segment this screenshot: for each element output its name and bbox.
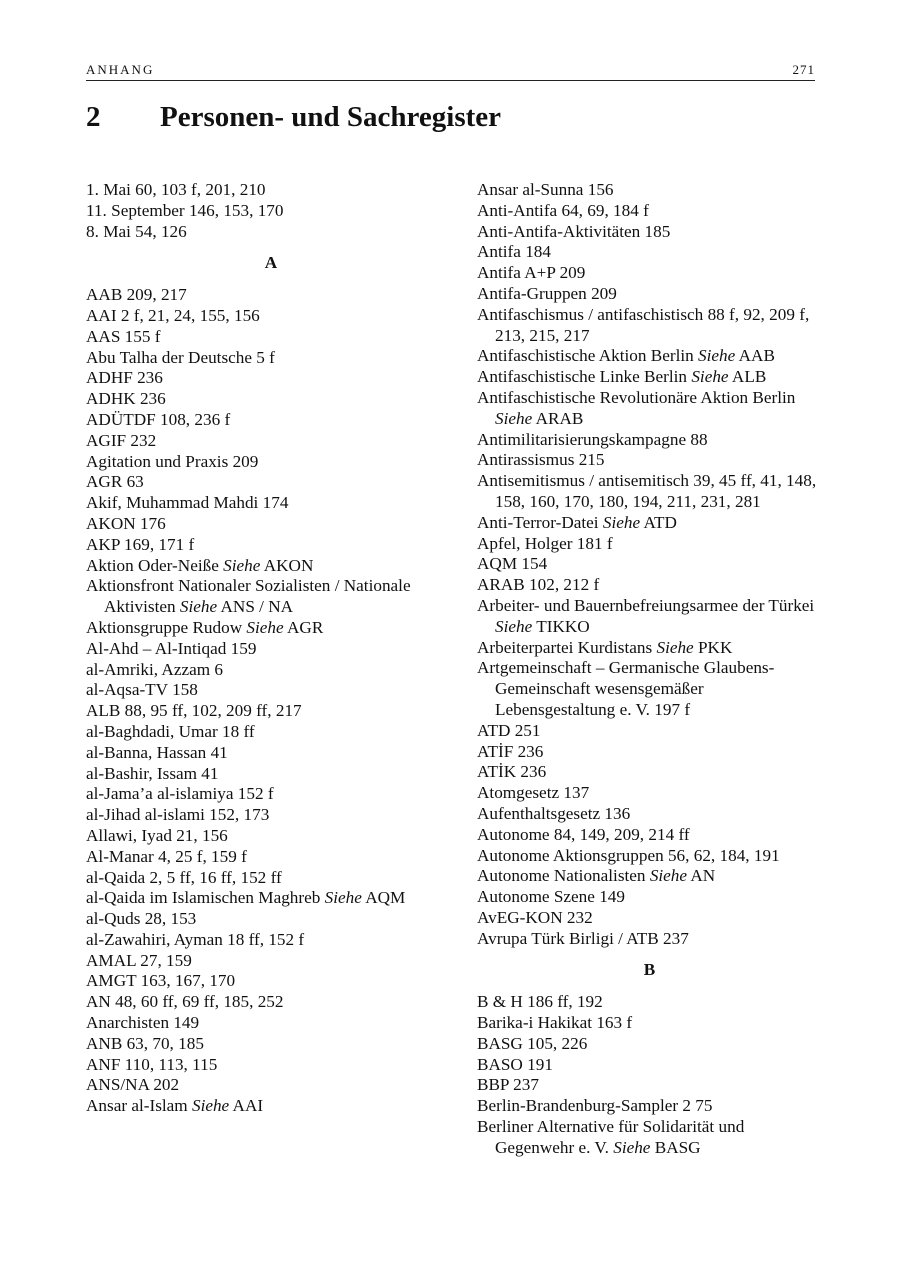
- entry-text: Antifaschistische Aktion Berlin: [477, 346, 699, 366]
- cross-reference-target: ALB: [728, 367, 767, 387]
- index-entry: [477, 284, 822, 305]
- cross-reference-target: BASG: [650, 1137, 701, 1157]
- section-letter: A: [264, 253, 278, 273]
- cross-reference-label: Siehe: [495, 408, 533, 428]
- index-entry: [477, 513, 822, 534]
- index-entry: [477, 1117, 822, 1159]
- index-entry: [86, 992, 456, 1013]
- entry-text: Akif, Muhammad Mahdi 174: [86, 493, 289, 513]
- index-entry: [86, 660, 456, 681]
- index-entry: [86, 805, 456, 826]
- index-entry: [86, 680, 456, 701]
- entry-text: Aktionsgruppe Rudow: [86, 617, 247, 637]
- index-entry: [477, 929, 822, 950]
- entry-text: Autonome Szene 149: [477, 887, 625, 907]
- entry-text: Abu Talha der Deutsche 5 f: [86, 347, 275, 367]
- index-entry: [86, 306, 456, 327]
- index-entry: [86, 618, 456, 639]
- index-entry: [86, 930, 456, 951]
- cross-reference-target: AAB: [735, 346, 775, 366]
- cross-reference-label: Siehe: [223, 555, 261, 575]
- cross-reference-label: Siehe: [613, 1137, 651, 1157]
- entry-text: Antifaschistische Revolutionäre Aktion Berlin: [477, 387, 796, 407]
- index-entry: [477, 201, 822, 222]
- entry-text: al-Baghdadi, Umar 18 ff: [86, 721, 255, 741]
- index-entry: [86, 722, 456, 743]
- index-entry: [477, 242, 822, 263]
- index-entry: [477, 887, 822, 908]
- index-entry: [477, 638, 822, 659]
- entry-text: AKP 169, 171 f: [86, 534, 195, 554]
- entry-text: Autonome Aktionsgruppen 56, 62, 184, 191: [477, 845, 780, 865]
- entry-text: 8. Mai 54, 126: [86, 221, 187, 241]
- index-entry: [477, 866, 822, 887]
- index-entry: [477, 1096, 822, 1117]
- index-entry: [477, 575, 822, 596]
- entry-text: ALB 88, 95 ff, 102, 209 ff, 217: [86, 701, 302, 721]
- entry-text: Autonome 84, 149, 209, 214 ff: [477, 824, 690, 844]
- entry-text: Berlin-Brandenburg-Sampler 2 75: [477, 1096, 713, 1116]
- entry-text: Artgemeinschaft – Germanische Glaubens-Gemeinschaft wesensgemäßer Lebensgestaltung e. V. 197 f: [477, 658, 775, 719]
- entry-text: al-Qaida im Islamischen Maghreb: [86, 888, 325, 908]
- index-entry: [86, 535, 456, 556]
- index-entry: [86, 222, 456, 243]
- cross-reference-target: ARAB: [532, 408, 584, 428]
- index-entry: [86, 452, 456, 473]
- index-entry: [86, 472, 456, 493]
- index-entry: [86, 201, 456, 222]
- cross-reference-label: Siehe: [649, 866, 688, 886]
- entry-text: al-Jama’a al-islamiya 152 f: [86, 784, 274, 804]
- entry-text: Avrupa Türk Birligi / ATB 237: [477, 928, 689, 948]
- index-entry: [477, 721, 822, 742]
- cross-reference-target: ANS / NA: [217, 597, 294, 617]
- index-column-right: [477, 180, 822, 1159]
- index-entry: [477, 804, 822, 825]
- entry-text: ADÜTDF 108, 236 f: [86, 409, 231, 429]
- entry-text: al-Amriki, Azzam 6: [86, 659, 223, 679]
- index-entry: [477, 762, 822, 783]
- entry-text: ATİK 236: [477, 762, 547, 782]
- index-entry: [477, 1034, 822, 1055]
- index-entry: [86, 847, 456, 868]
- index-entry: [86, 951, 456, 972]
- index-entry: [477, 263, 822, 284]
- cross-reference-label: Siehe: [179, 597, 218, 617]
- cross-reference-target: AAI: [229, 1096, 264, 1116]
- index-entry: [86, 1096, 456, 1117]
- index-entry: [86, 410, 456, 431]
- index-entry: [477, 1075, 822, 1096]
- entry-text: AMAL 27, 159: [86, 950, 192, 970]
- entry-text: AN 48, 60 ff, 69 ff, 185, 252: [86, 992, 284, 1012]
- cross-reference-target: ATD: [640, 512, 677, 532]
- entry-text: Arbeiter- und Bauernbefreiungsarmee der Türkei: [477, 595, 815, 615]
- entry-text: AGIF 232: [86, 430, 157, 450]
- entry-text: ANF 110, 113, 115: [86, 1054, 218, 1074]
- entry-text: Anti-Antifa-Aktivitäten 185: [477, 221, 671, 241]
- entry-text: Antifa A+P 209: [477, 263, 586, 283]
- index-entry: [86, 826, 456, 847]
- index-entry: [477, 908, 822, 929]
- index-entry: [477, 554, 822, 575]
- index-entry: [477, 180, 822, 201]
- entry-text: ADHF 236: [86, 368, 163, 388]
- entry-text: ATİF 236: [477, 741, 544, 761]
- index-entry: [477, 346, 822, 367]
- entry-text: Antifa-Gruppen 209: [477, 283, 617, 303]
- entry-text: Allawi, Iyad 21, 156: [86, 825, 228, 845]
- entry-text: Antifaschistische Linke Berlin: [477, 367, 692, 387]
- entry-text: Anarchisten 149: [86, 1013, 200, 1033]
- index-entry: [86, 909, 456, 930]
- index-entry: [477, 742, 822, 763]
- entry-text: Antisemitismus / antisemitisch 39, 45 ff, 41, 148, 158, 160, 170, 180, 194, 211, 231, 281: [477, 471, 817, 511]
- entry-text: Ansar al-Islam: [86, 1096, 192, 1116]
- entry-text: al-Jihad al-islami 152, 173: [86, 805, 270, 825]
- cross-reference-label: Siehe: [191, 1096, 230, 1116]
- index-entry: [86, 639, 456, 660]
- index-entry: [86, 868, 456, 889]
- index-entry: [477, 471, 822, 513]
- entry-text: al-Zawahiri, Ayman 18 ff, 152 f: [86, 929, 305, 949]
- index-entry: [86, 368, 456, 389]
- entry-text: AQM 154: [477, 554, 548, 574]
- cross-reference-target: AN: [687, 866, 716, 886]
- cross-reference-label: Siehe: [656, 637, 694, 657]
- entry-text: 1. Mai 60, 103 f, 201, 210: [86, 180, 266, 199]
- entry-text: BASG 105, 226: [477, 1033, 588, 1053]
- index-entry: [86, 180, 456, 201]
- entry-text: Apfel, Holger 181 f: [477, 533, 613, 553]
- index-entry: [86, 556, 456, 577]
- entry-text: Autonome Nationalisten: [477, 866, 650, 886]
- entry-text: al-Bashir, Issam 41: [86, 763, 219, 783]
- index-entry: [86, 327, 456, 348]
- entry-text: Al-Ahd – Al-Intiqad 159: [86, 638, 257, 658]
- index-entry: [86, 701, 456, 722]
- index-entry: [477, 596, 822, 638]
- index-entry: [477, 305, 822, 347]
- index-entry: [86, 764, 456, 785]
- chapter-title: Personen- und Sachregister: [160, 101, 502, 133]
- index-entry: [477, 367, 822, 388]
- entry-text: AAS 155 f: [86, 326, 161, 346]
- cross-reference-label: Siehe: [602, 512, 641, 532]
- entry-text: Anti-Terror-Datei: [477, 512, 603, 532]
- entry-text: al-Qaida 2, 5 ff, 16 ff, 152 ff: [86, 867, 282, 887]
- entry-text: Antimilitarisierungskampagne 88: [477, 429, 708, 449]
- index-entry: [86, 888, 456, 909]
- entry-text: Barika-i Hakikat 163 f: [477, 1013, 633, 1033]
- entry-text: Al-Manar 4, 25 f, 159 f: [86, 846, 247, 866]
- index-entry: [477, 658, 822, 720]
- entry-text: AAB 209, 217: [86, 285, 187, 305]
- entry-text: Antifa 184: [477, 242, 551, 262]
- index-entry: [477, 846, 822, 867]
- index-entry: [477, 222, 822, 243]
- index-entry: [477, 783, 822, 804]
- entry-text: ATD 251: [477, 720, 541, 740]
- index-entry: [477, 825, 822, 846]
- entry-text: BASO 191: [477, 1054, 553, 1074]
- entry-text: AMGT 163, 167, 170: [86, 971, 236, 991]
- entry-text: Aktionsfront Nationaler Sozialisten / Nationale Aktivisten: [86, 576, 411, 617]
- entry-text: Arbeiterpartei Kurdistans: [477, 637, 657, 657]
- entry-text: Atomgesetz 137: [477, 783, 590, 803]
- cross-reference-label: Siehe: [246, 617, 284, 637]
- index-entry: [86, 971, 456, 992]
- index-entry: [86, 576, 456, 618]
- section-letter: B: [643, 960, 656, 980]
- index-entry: [477, 450, 822, 471]
- entry-text: Anti-Antifa 64, 69, 184 f: [477, 200, 649, 220]
- index-entry: [477, 1013, 822, 1034]
- entry-text: ARAB 102, 212 f: [477, 575, 600, 595]
- index-entry: [86, 348, 456, 369]
- index-entry: [86, 784, 456, 805]
- cross-reference-target: AGR: [283, 617, 324, 637]
- index-entry: [86, 1013, 456, 1034]
- cross-reference-target: TIKKO: [532, 616, 590, 636]
- index-entry: [477, 388, 822, 430]
- entry-text: Antirassismus 215: [477, 450, 605, 470]
- index-entry: [86, 514, 456, 535]
- index-entry: [86, 1034, 456, 1055]
- index-entry: [86, 1075, 456, 1096]
- index-entry: [86, 389, 456, 410]
- entry-text: AKON 176: [86, 513, 166, 533]
- entry-text: ADHK 236: [86, 389, 166, 409]
- entry-text: AGR 63: [86, 472, 144, 492]
- chapter-number: 2: [86, 101, 101, 133]
- entry-text: 11. September 146, 153, 170: [86, 200, 284, 220]
- entry-text: AvEG-KON 232: [477, 907, 593, 927]
- index-entry: [477, 430, 822, 451]
- cross-reference-label: Siehe: [495, 616, 533, 636]
- entry-text: Aktion Oder-Neiße: [86, 555, 224, 575]
- entry-text: Agitation und Praxis 209: [86, 451, 259, 471]
- index-entry: [86, 285, 456, 306]
- entry-text: B & H 186 ff, 192: [477, 992, 603, 1012]
- entry-text: Antifaschismus / antifaschistisch 88 f, 92, 209 f, 213, 215, 217: [477, 304, 810, 345]
- entry-text: Berliner Alternative für Solidarität und Gegenwehr e. V.: [477, 1117, 745, 1157]
- cross-reference-label: Siehe: [691, 367, 729, 387]
- cross-reference-label: Siehe: [698, 346, 736, 366]
- index-entry: [477, 1055, 822, 1076]
- entry-text: ANS/NA 202: [86, 1075, 180, 1095]
- running-head-section: ANHANG: [86, 62, 155, 77]
- index-entry: [86, 743, 456, 764]
- index-entry: [86, 431, 456, 452]
- index-entry: [86, 1055, 456, 1076]
- entry-text: AAI 2 f, 21, 24, 155, 156: [86, 305, 260, 325]
- cross-reference-target: PKK: [693, 637, 733, 657]
- page-number: 271: [792, 62, 815, 77]
- entry-text: ANB 63, 70, 185: [86, 1033, 204, 1053]
- cross-reference-label: Siehe: [324, 888, 362, 908]
- index-entry: [86, 493, 456, 514]
- index-entry: [477, 992, 822, 1013]
- entry-text: al-Aqsa-TV 158: [86, 680, 198, 700]
- entry-text: Ansar al-Sunna 156: [477, 180, 614, 199]
- cross-reference-target: AKON: [260, 555, 314, 575]
- entry-text: al-Banna, Hassan 41: [86, 742, 228, 762]
- entry-text: Aufenthaltsgesetz 136: [477, 803, 631, 823]
- index-column-left: [86, 180, 456, 1117]
- entry-text: al-Quds 28, 153: [86, 909, 197, 929]
- index-entry: [477, 534, 822, 555]
- running-head: [86, 62, 815, 81]
- cross-reference-target: AQM: [361, 888, 406, 908]
- entry-text: BBP 237: [477, 1075, 539, 1095]
